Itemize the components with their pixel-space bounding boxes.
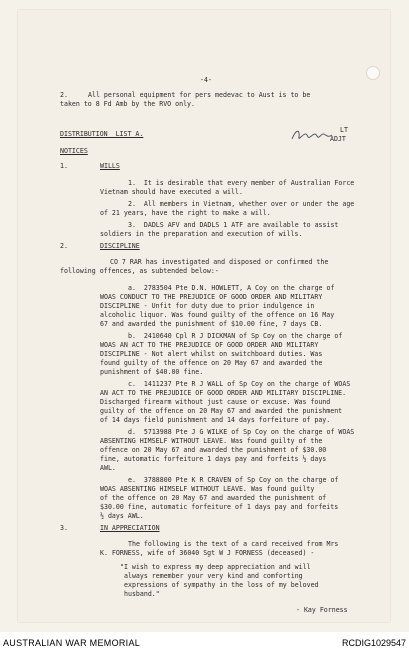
offence-line: punishment of $40.00 fine. xyxy=(100,368,204,376)
notices-heading: NOTICES xyxy=(60,147,88,155)
para-line: 2. All members in Vietnam, whether over or under the age xyxy=(128,200,355,208)
offence-line: e. 3788800 Pte K R CRAVEN of Sp Coy on the charge of xyxy=(128,476,339,484)
section-number: 1. xyxy=(60,162,68,170)
offence-line: ½ days AWL. xyxy=(100,512,144,520)
quote-line: always remember your very kind and comforting xyxy=(124,572,303,580)
quote-line: expressions of sympathy in the loss of my beloved xyxy=(124,581,319,589)
section-number: 2. xyxy=(60,242,68,250)
signature-title: ADJT xyxy=(330,135,346,143)
offence-line: WOAS ABSENTING HIMSELF WITHOUT LEAVE. Was found guilty xyxy=(100,485,315,493)
quote-sign-off: - Kay Forness xyxy=(296,606,348,614)
distribution-list: DISTRIBUTION LIST A. xyxy=(60,130,144,138)
quote-line: husband." xyxy=(124,590,160,598)
offence-line: c. 1411237 Pte R J WALL of Sp Coy on the charge of WOAS xyxy=(128,380,351,388)
offence-line: DISCIPLINE - Unfit for duty due to prior indulgence in xyxy=(100,302,315,310)
para-line: CO 7 RAR has investigated and disposed or confirmed the xyxy=(110,258,329,266)
offence-line: of the offence on 20 May 67 and awarded the punishment of xyxy=(100,494,327,502)
offence-line: guilty of the offence on 20 May 67 and awarded the punishment xyxy=(100,407,343,415)
item-line: All personal equipment for pers medevac to Aust is to be xyxy=(88,91,311,99)
offence-line: d. 5713988 Pte J G WILKE of Sp Coy on the charge of WOAS xyxy=(128,428,355,436)
offence-line: b. 2410640 Cpl R J DICKMAN of Sp Coy on the charge of xyxy=(128,332,343,340)
offence-line: WOAS CONDUCT TO THE PREJUDICE OF GOOD ORDER AND MILITARY xyxy=(100,293,323,301)
offence-line: Discharged firearm without just cause or excuse. Was found xyxy=(100,398,331,406)
signature-rank: LT xyxy=(340,126,348,134)
item-line: taken to 8 Fd Amb by the RVO only. xyxy=(60,100,195,108)
offence-line: AN ACT TO THE PREJUDICE OF GOOD ORDER AND MILITARY DISCIPLINE. xyxy=(100,389,347,397)
offence-line: fine, automatic forfeiture 1 days pay and forfeits ½ days xyxy=(100,455,327,463)
signature-image xyxy=(290,126,334,144)
offence-line: offence on 20 May 67 and awarded the punishment of $30.00 xyxy=(100,446,327,454)
offence-line: of 14 days field punishment and 14 days forfeiture of pay. xyxy=(100,416,331,424)
para-line: Vietnam should have executed a will. xyxy=(100,188,243,196)
offence-line: alcoholic liquor. Was found guilty of the offence on 16 May xyxy=(100,311,335,319)
footer-left: AUSTRALIAN WAR MEMORIAL xyxy=(3,638,141,648)
para-line: of 21 years, have the right to make a will. xyxy=(100,209,271,217)
para-line: K. FORNESS, wife of 36040 Sgt W J FORNESS (deceased) - xyxy=(100,549,315,557)
item-number: 2. xyxy=(60,91,68,99)
offence-line: WOAS AN ACT TO THE PREJUDICE OF GOOD ORDER AND MILITARY xyxy=(100,341,319,349)
para-line: soldiers in the preparation and execution of wills. xyxy=(100,230,303,238)
footer-right: RCDIG1029547 xyxy=(341,638,406,648)
document-page xyxy=(18,10,390,622)
offence-line: 67 and awarded the punishment of $10.00 fine, 7 days CB. xyxy=(100,320,323,328)
page-number: -4- xyxy=(200,76,212,84)
quote-line: "I wish to express my deep appreciation and will xyxy=(120,563,311,571)
offence-line: $30.00 fine, automatic forfeiture of 1 days pay and forfeits xyxy=(100,503,339,511)
section-number: 3. xyxy=(60,524,68,532)
punch-hole xyxy=(366,66,380,80)
para-line: following offences, as subtended below:- xyxy=(60,267,219,275)
offence-line: AWL. xyxy=(100,464,116,472)
section-title: DISCIPLINE xyxy=(100,242,140,250)
para-line: The following is the text of a card received from Mrs xyxy=(128,540,339,548)
offence-line: found guilty of the offence on 20 May 67 and awarded the xyxy=(100,359,323,367)
offence-line: a. 2783504 Pte D.N. HOWLETT, A Coy on the charge of xyxy=(128,284,335,292)
offence-line: DISCIPLINE - Not alert whilst on switchboard duties. Was xyxy=(100,350,323,358)
offence-line: ABSENTING HIMSELF WITHOUT LEAVE. Was found guilty of the xyxy=(100,437,323,445)
para-line: 1. It is desirable that every member of Australian Force xyxy=(128,179,355,187)
section-title: WILLS xyxy=(100,162,120,170)
para-line: 3. DADLS AFV and DADLS 1 ATF are available to assist xyxy=(128,221,339,229)
section-title: IN APPRECIATION xyxy=(100,524,160,532)
archive-footer xyxy=(0,632,409,654)
